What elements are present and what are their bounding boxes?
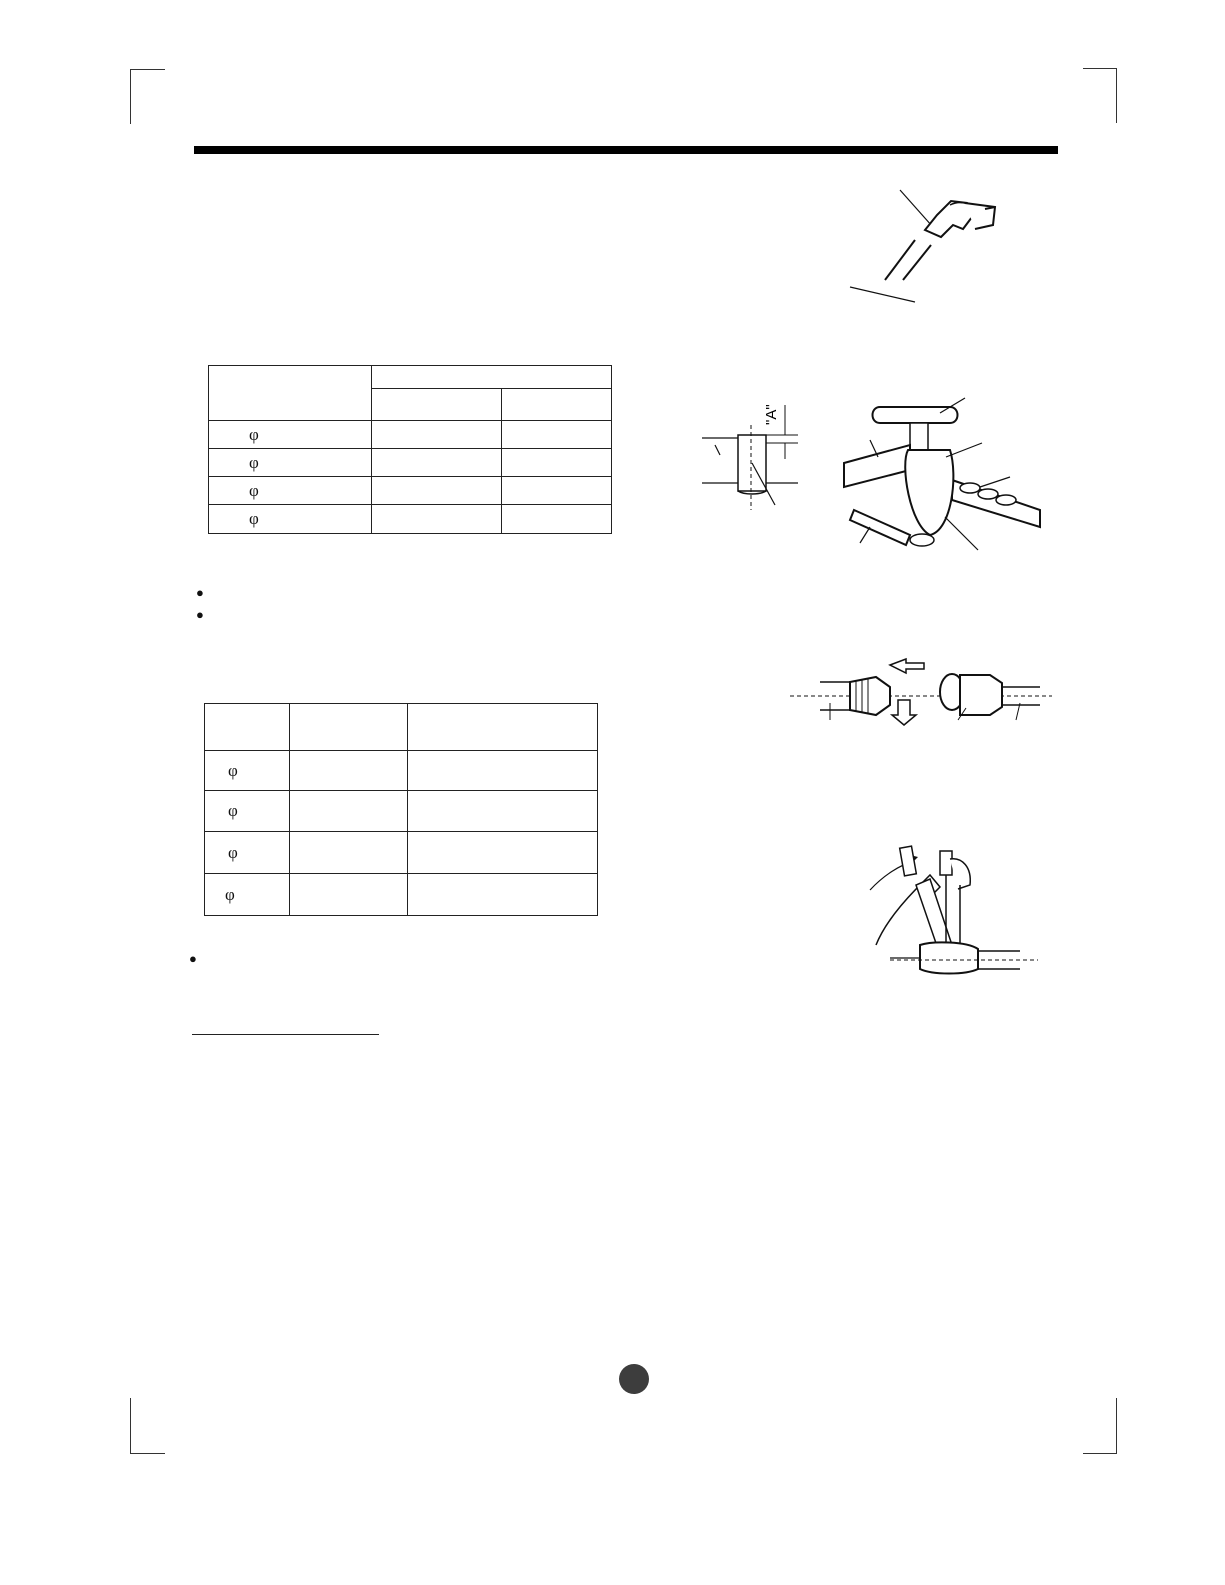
- diameter-symbol: φ: [249, 480, 259, 500]
- table-cell: [408, 832, 598, 874]
- table-row: [209, 477, 612, 505]
- table-cell: [372, 477, 502, 505]
- diameter-symbol: φ: [228, 842, 238, 862]
- flare-dimension-figure: [700, 395, 830, 525]
- table-cell: [502, 505, 612, 534]
- dimension-label: "A": [763, 404, 780, 425]
- section-underline: [192, 1034, 379, 1035]
- table-cell: [408, 791, 598, 832]
- wrench-tightening-figure: [870, 845, 1045, 995]
- diameter-symbol: φ: [249, 452, 259, 472]
- table2-header-col2: [290, 704, 408, 751]
- table1-subheader-1: [372, 389, 502, 421]
- bullet: ●: [196, 607, 204, 622]
- pipe-connection-figure: [845, 185, 1045, 325]
- diameter-symbol: φ: [249, 424, 259, 444]
- table-row: [209, 449, 612, 477]
- table-row: [209, 421, 612, 449]
- table-cell: [290, 751, 408, 791]
- table-row: [205, 874, 598, 916]
- note-bullet: ●: [189, 951, 197, 966]
- table-cell: [408, 874, 598, 916]
- table1-header-col2: [372, 366, 612, 389]
- diameter-symbol: φ: [228, 801, 238, 820]
- table2-header-col1: [205, 704, 290, 751]
- table-row: [209, 505, 612, 534]
- header-rule: [194, 146, 1058, 154]
- page-number-badge: [619, 1364, 649, 1394]
- torque-table: [204, 703, 598, 916]
- table-cell: [290, 832, 408, 874]
- table-cell: [502, 449, 612, 477]
- flaring-tool-figure: [840, 395, 1055, 565]
- table1-subheader-2: [502, 389, 612, 421]
- table-cell: [372, 505, 502, 534]
- diameter-symbol: φ: [225, 884, 235, 904]
- table-row: [205, 791, 598, 832]
- table-cell: [290, 874, 408, 916]
- pipe-cut-table: [208, 365, 612, 534]
- diameter-symbol: φ: [249, 509, 259, 528]
- flare-nut-alignment-figure: [790, 655, 1060, 750]
- table-cell: [372, 421, 502, 449]
- bullet: ●: [196, 585, 204, 600]
- diameter-symbol: φ: [228, 760, 238, 780]
- table2-header-col3: [408, 704, 598, 751]
- table-cell: [372, 449, 502, 477]
- table-cell: [290, 791, 408, 832]
- table-cell: [408, 751, 598, 791]
- table-row: [205, 751, 598, 791]
- table-row: [205, 832, 598, 874]
- table-cell: [502, 421, 612, 449]
- table1-header-col1: [209, 366, 372, 421]
- table-cell: [502, 477, 612, 505]
